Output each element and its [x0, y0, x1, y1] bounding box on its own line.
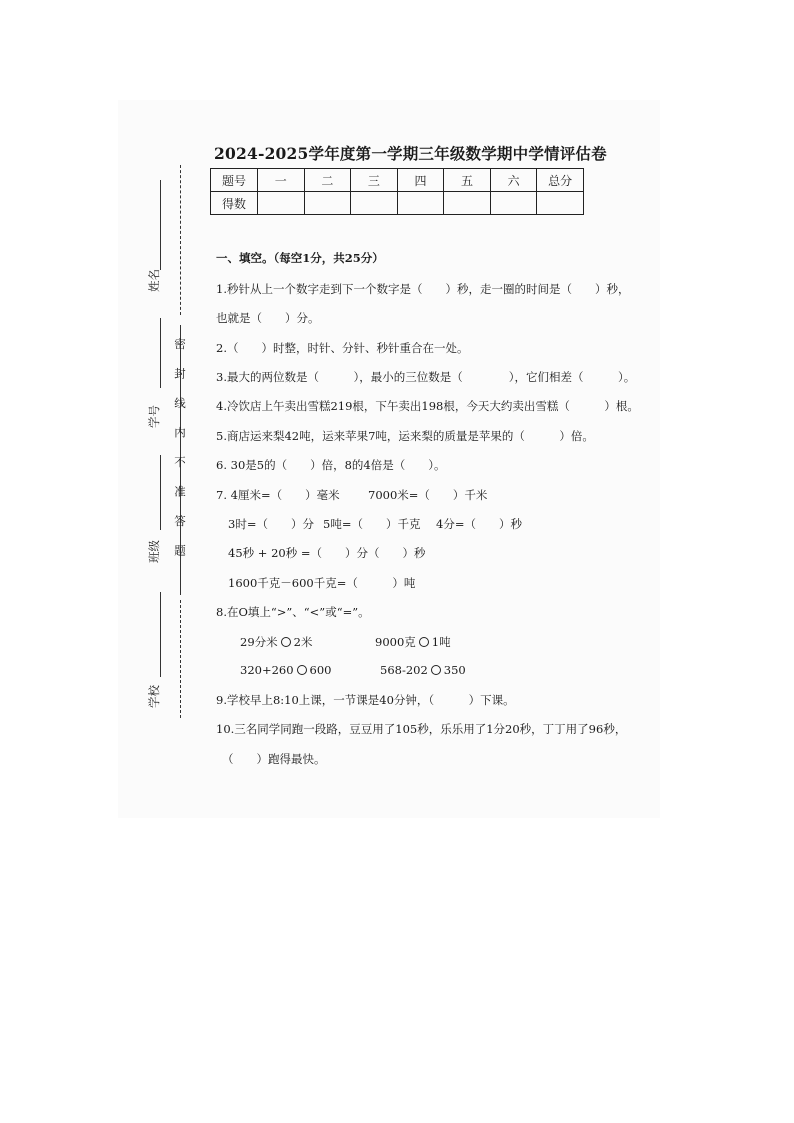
exam-title: 2024-2025学年度第一学期三年级数学期中学情评估卷 [214, 144, 607, 163]
id-underline [160, 318, 161, 388]
score-input-cell[interactable] [490, 192, 537, 215]
gutter-dashed-line [180, 165, 181, 315]
score-cell: 一 [258, 169, 305, 192]
question-9: 9.学校早上8:10上课，一节课是40分钟，（ ）下课。 [216, 693, 515, 707]
class-label: 班级 [147, 540, 161, 563]
question-7-row1-b: 7000米=（ ）千米 [368, 488, 488, 502]
compare-right: 2米 [293, 635, 313, 649]
question-5: 5.商店运来梨42吨，运来苹果7吨，运来梨的质量是苹果的（ ）倍。 [216, 429, 594, 443]
question-10-cont: （ ）跑得最快。 [222, 752, 326, 766]
score-cell: 得数 [211, 192, 258, 215]
score-table [210, 168, 584, 215]
score-table-header-row [211, 169, 584, 192]
compare-right: 600 [309, 663, 332, 677]
compare-left: 29分米 [240, 635, 278, 649]
score-input-cell[interactable] [351, 192, 398, 215]
score-input-cell[interactable] [444, 192, 491, 215]
compare-circle[interactable] [297, 665, 307, 675]
compare-item [375, 634, 451, 650]
compare-left: 568-202 [380, 663, 428, 677]
score-input-cell[interactable] [397, 192, 444, 215]
compare-left: 9000克 [375, 635, 416, 649]
score-input-cell[interactable] [258, 192, 305, 215]
compare-right: 1吨 [431, 635, 451, 649]
score-table-score-row [211, 192, 584, 215]
name-underline [160, 180, 161, 270]
question-7-row2-c: 4分=（ ）秒 [436, 517, 522, 531]
compare-right: 350 [443, 663, 466, 677]
score-cell: 六 [490, 169, 537, 192]
question-7-row1-a: 7. 4厘米=（ ）毫米 [216, 488, 340, 502]
section-heading: 一、填空。（每空1分，共25分） [216, 251, 384, 265]
compare-left: 320+260 [240, 663, 294, 677]
compare-circle[interactable] [431, 665, 441, 675]
question-7-row2-b: 5吨=（ ）千克 [323, 517, 421, 531]
question-4: 4.冷饮店上午卖出雪糕219根，下午卖出198根，今天大约卖出雪糕（ ）根。 [216, 399, 639, 413]
question-1-cont: 也就是（ ）分。 [216, 311, 320, 325]
score-cell: 五 [444, 169, 491, 192]
question-7-row3: 45秒 + 20秒 =（ ）分（ ）秒 [228, 546, 426, 560]
compare-item [380, 663, 466, 677]
score-input-cell[interactable] [537, 192, 584, 215]
compare-item [240, 663, 332, 677]
score-cell: 题号 [211, 169, 258, 192]
score-cell: 四 [397, 169, 444, 192]
compare-item [240, 634, 312, 650]
question-8: 8.在O填上“>”、“<”或“=”。 [216, 605, 370, 619]
question-3: 3.最大的两位数是（ ），最小的三位数是（ ），它们相差（ ）。 [216, 370, 636, 384]
question-1: 1.秒针从上一个数字走到下一个数字是（ ）秒，走一圈的时间是（ ）秒， [216, 282, 630, 296]
gutter-dashed-line [180, 600, 181, 718]
seal-notice: 密封线内不准答题 [173, 338, 187, 574]
question-7-row2-a: 3时=（ ）分 [228, 517, 314, 531]
id-label: 学号 [147, 405, 161, 428]
compare-circle[interactable] [419, 637, 429, 647]
score-cell: 三 [351, 169, 398, 192]
score-input-cell[interactable] [304, 192, 351, 215]
question-7-row4: 1600千克－600千克=（ ）吨 [228, 576, 416, 590]
question-2: 2.（ ）时整，时针、分针、秒针重合在一处。 [216, 341, 469, 355]
class-underline [160, 455, 161, 530]
school-label: 学校 [147, 685, 161, 708]
name-label: 姓名 [147, 269, 161, 292]
compare-circle[interactable] [281, 637, 291, 647]
score-cell: 二 [304, 169, 351, 192]
question-10: 10.三名同学同跑一段路，豆豆用了105秒，乐乐用了1分20秒，丁丁用了96秒， [216, 722, 627, 736]
score-cell: 总分 [537, 169, 584, 192]
question-6: 6. 30是5的（ ）倍，8的4倍是（ ）。 [216, 458, 446, 472]
school-underline [160, 592, 161, 677]
